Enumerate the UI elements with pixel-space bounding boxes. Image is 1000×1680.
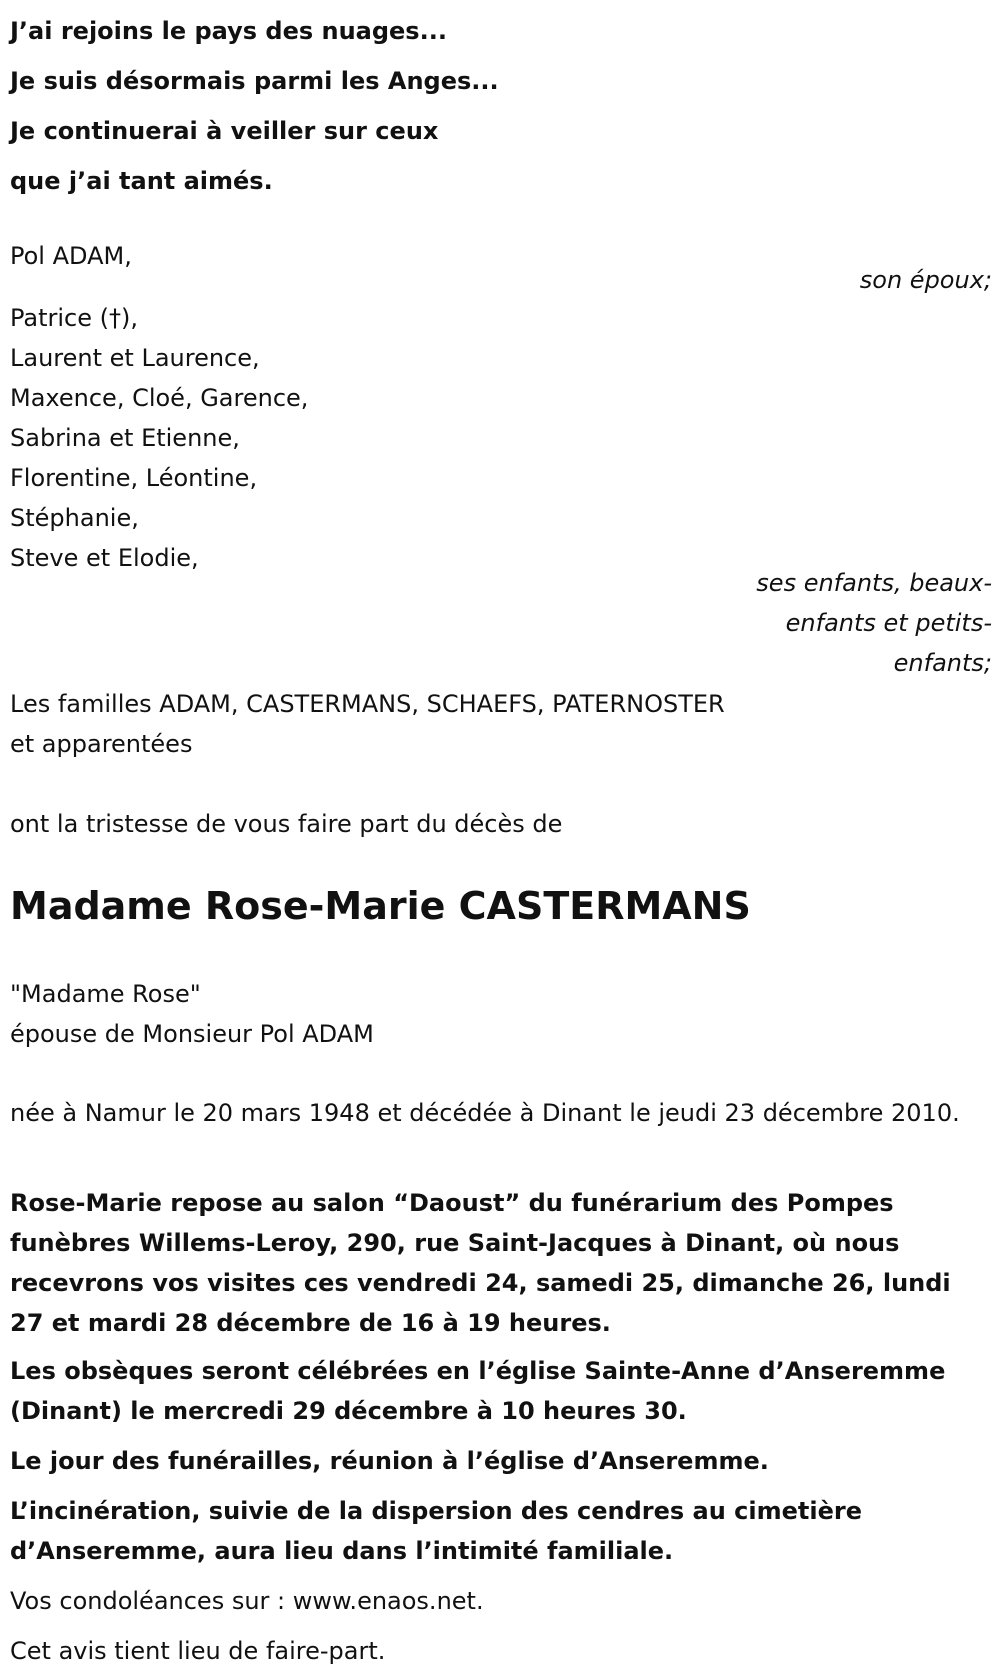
children-role-line: enfants et petits- [785,609,992,637]
poem-line: que j’ai tant aimés. [10,167,273,195]
spouse-role: son époux; [859,266,992,294]
families-line: Les familles ADAM, CASTERMANS, SCHAEFS, PATERNOSTER [10,690,725,718]
child-name: Florentine, Léontine, [10,464,258,492]
child-name: Steve et Elodie, [10,544,199,572]
deceased-nickname: "Madame Rose" [10,980,201,1008]
deceased-spouse-of: épouse de Monsieur Pol ADAM [10,1020,374,1048]
notice-info: Cet avis tient lieu de faire-part. [10,1637,386,1665]
funeral-info: Les obsèques seront célébrées en l’église Sainte-Anne d’Anseremme (Dinant) le mercredi 29 décembre à 10 heures 30. [10,1357,946,1425]
child-name: Maxence, Cloé, Garence, [10,384,309,412]
families-line: et apparentées [10,730,193,758]
child-name: Laurent et Laurence, [10,344,260,372]
cremation-info: L’incinération, suivie de la dispersion des cendres au cimetière d’Anseremme, aura lieu dans l’intimité familiale. [10,1497,862,1565]
poem-line: Je suis désormais parmi les Anges... [10,67,499,95]
deceased-name: Madame Rose-Marie CASTERMANS [10,884,751,928]
visitation-info: Rose-Marie repose au salon “Daoust” du funérarium des Pompes funèbres Willems-Leroy, 290, rue Saint-Jacques à Dinant, où nous recevrons vos visites ces vendredi 24, samedi 25, dimanche 26, lundi 27 et mardi 28 décembre de 16 à 19 heures. [10,1189,951,1337]
spouse-name: Pol ADAM, [10,242,132,270]
poem [10,6,499,206]
deceased-info [10,974,374,1054]
child-name: Patrice (†), [10,304,138,332]
meeting-info: Le jour des funérailles, réunion à l’église d’Anseremme. [10,1447,769,1475]
poem-line: Je continuerai à veiller sur ceux [10,117,439,145]
children-role [756,563,992,683]
children-role-line: enfants; [893,649,992,677]
families [10,684,725,764]
children-list [10,298,308,578]
poem-line: J’ai rejoins le pays des nuages... [10,17,447,45]
children-role-line: ses enfants, beaux- [756,569,992,597]
child-name: Stéphanie, [10,504,139,532]
announcement: ont la tristesse de vous faire part du décès de [10,810,563,838]
condolences-info: Vos condoléances sur : www.enaos.net. [10,1587,484,1615]
birth-death-dates: née à Namur le 20 mars 1948 et décédée à Dinant le jeudi 23 décembre 2010. [10,1099,960,1127]
child-name: Sabrina et Etienne, [10,424,240,452]
